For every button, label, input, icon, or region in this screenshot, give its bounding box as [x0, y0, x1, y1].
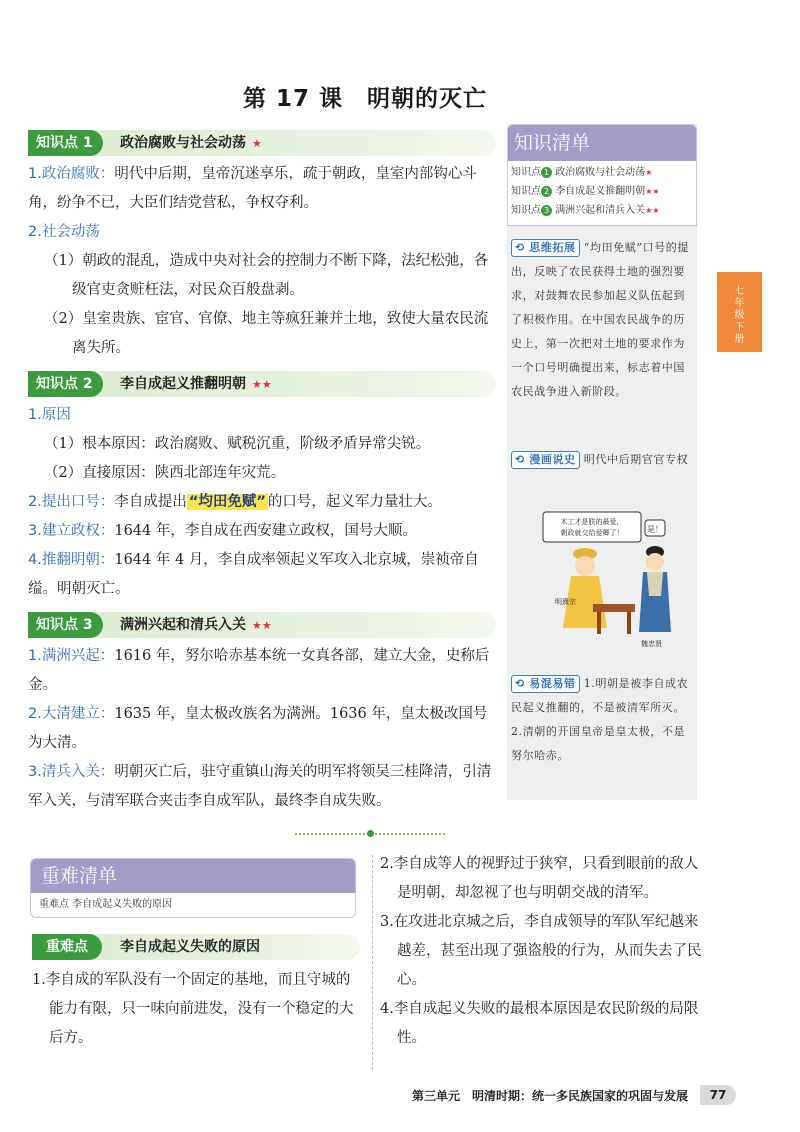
svg-text:朝政就交给爱卿了！: 朝政就交给爱卿了！ — [560, 529, 624, 537]
footer-unit-title: 第三单元 明清时期：统一多民族国家的巩固与发展 — [411, 1089, 688, 1103]
page-title: 第 17 课 明朝的灭亡 — [242, 86, 488, 112]
kp3-badge: 知识点 3 — [28, 612, 103, 638]
key-difficulty-header — [32, 934, 360, 960]
kp2-regime: 3.建立政权：1644 年，李自成在西安建立政权，国号大顺。 — [28, 523, 417, 539]
key-difficulty-badge: 重难点 — [32, 934, 102, 960]
svg-text:木工才是朕的最爱，: 木工才是朕的最爱， — [560, 518, 624, 526]
main-content — [28, 124, 496, 816]
svg-text:是！: 是！ — [647, 525, 663, 534]
thinking-tag: ⟲ 思维拓展 — [511, 239, 580, 257]
kp3-title: 满洲兴起和清兵入关 ★★ — [120, 617, 272, 633]
knowledge-list-item: 知识点 1 政治腐败与社会动荡★ — [511, 167, 653, 178]
knowledge-list-item: 知识点 3 满洲兴起和清兵入关★★ — [511, 205, 660, 216]
confusion-section — [507, 672, 697, 768]
kp3-stars: ★★ — [252, 619, 272, 632]
kp2-cause-label: 1.原因 — [28, 407, 71, 423]
reason-item: 4.李自成起义失败的最根本原因是农民阶级的局限性。 — [380, 1001, 699, 1046]
key-difficulty-list-title: 重难清单 — [31, 859, 355, 893]
key-difficulty-title: 李自成起义失败的原因 — [120, 939, 260, 955]
kp2-title: 李自成起义推翻明朝 ★★ — [120, 376, 272, 392]
slogan-highlight: “均田免赋” — [188, 494, 266, 510]
kp3-qing: 2.大清建立：1635 年，皇太极改族名为满洲。1636 年，皇太极改国号为大清。 — [28, 706, 488, 751]
kp1-badge: 知识点 1 — [28, 130, 103, 156]
kp2-cause1: （1）根本原因：政治腐败、赋税沉重，阶级矛盾异常尖锐。 — [44, 436, 431, 452]
emperor-name-label: 明熹宗 — [555, 598, 576, 606]
kp1-item2-label: 2.社会动荡 — [28, 224, 100, 240]
page-number: 77 — [700, 1085, 736, 1105]
kp3-enter: 3.清兵入关：明朝灭亡后，驻守重镇山海关的明军将领吴三桂降清，引清军入关，与清军联合夹击李自成军队，最终李自成失败。 — [28, 764, 492, 809]
kp1-sub1: （1）朝政的混乱，造成中央对社会的控制力不断下降，法纪松弛，各级官吏贪赃枉法，对民众百般盘剥。 — [44, 253, 489, 298]
key-difficulty-list-box — [30, 858, 356, 918]
kp1-stars: ★ — [252, 137, 262, 150]
kp2-slogan: 2.提出口号：李自成提出 “均田免赋” 的口号，起义军力量壮大。 — [28, 494, 442, 510]
confusion-item-1: 1.明朝是被李自成农民起义推翻的，不是被清军所灭。 — [511, 677, 689, 714]
speech-bubble-emperor — [543, 512, 641, 542]
thinking-text: “均田免赋”口号的提出，反映了农民获得土地的强烈要求，对鼓舞农民参加起义队伍起到了积极作用。在中国农民战争的历史上，第一次把对土地的要求作为一个口号明确提出来，标志着中国农民战争进入新阶段。 — [511, 241, 690, 398]
sidebar — [507, 124, 697, 800]
confusion-item-2: 2.清朝的开国皇帝是皇太极，不是努尔哈赤。 — [511, 725, 686, 762]
key-difficulty-list-item: 重难点 李自成起义失败的原因 — [39, 899, 173, 910]
kp1-item1: 1.政治腐败：明代中后期，皇帝沉迷享乐，疏于朝政，皇室内部钩心斗角，纷争不已，大臣们结党营私，争权夺利。 — [28, 166, 477, 211]
column-divider — [372, 855, 373, 1070]
confusion-tag: ⟲ 易混易错 — [511, 675, 580, 693]
kp3-header — [28, 612, 496, 638]
kp1-header — [28, 130, 496, 156]
knowledge-list-box — [507, 124, 697, 226]
comic-tag: ⟲ 漫画说史 — [511, 451, 580, 469]
reason-item: 1.李自成的军队没有一个固定的基地，而且守城的能力有限，只一味向前进发，没有一个稳定的大后方。 — [32, 972, 354, 1046]
grade-side-tab: 七 年 级 下 册 — [717, 272, 762, 352]
eunuch-name-label: 魏忠贤 — [641, 640, 662, 648]
kp3-rise: 1.满洲兴起：1616 年，努尔哈赤基本统一女真各部，建立大金，史称后金。 — [28, 648, 490, 693]
kp2-header — [28, 371, 496, 397]
comic-illustration — [515, 506, 693, 666]
kp1-sub2: （2）皇室贵族、宦官、官僚、地主等疯狂兼并土地，致使大量农民流离失所。 — [44, 311, 489, 356]
reason-item: 2.李自成等人的视野过于狭窄，只看到眼前的敌人是明朝，却忽视了也与明朝交战的清军。 — [380, 856, 699, 901]
kp2-stars: ★★ — [252, 378, 272, 391]
knowledge-list-item: 知识点 2 李自成起义推翻明朝★★ — [511, 186, 660, 197]
knowledge-list-title: 知识清单 — [508, 125, 696, 161]
section-divider — [295, 832, 445, 836]
kp2-badge: 知识点 2 — [28, 371, 103, 397]
comic-caption: 明代中后期官官专权 — [583, 453, 689, 466]
comic-section — [507, 448, 697, 472]
kp1-title: 政治腐败与社会动荡 ★ — [120, 135, 262, 151]
kp2-overthrow: 4.推翻明朝：1644 年 4 月，李自成率领起义军攻入北京城，崇祯帝自缢。明朝灭亡。 — [28, 552, 479, 597]
reason-item: 3.在攻进北京城之后，李自成领导的军队军纪越来越差，甚至出现了强盗般的行为，从而失去了民心。 — [380, 914, 702, 988]
kp2-cause2: （2）直接原因：陕西北部连年灾荒。 — [44, 465, 286, 481]
thinking-extension — [507, 236, 697, 404]
